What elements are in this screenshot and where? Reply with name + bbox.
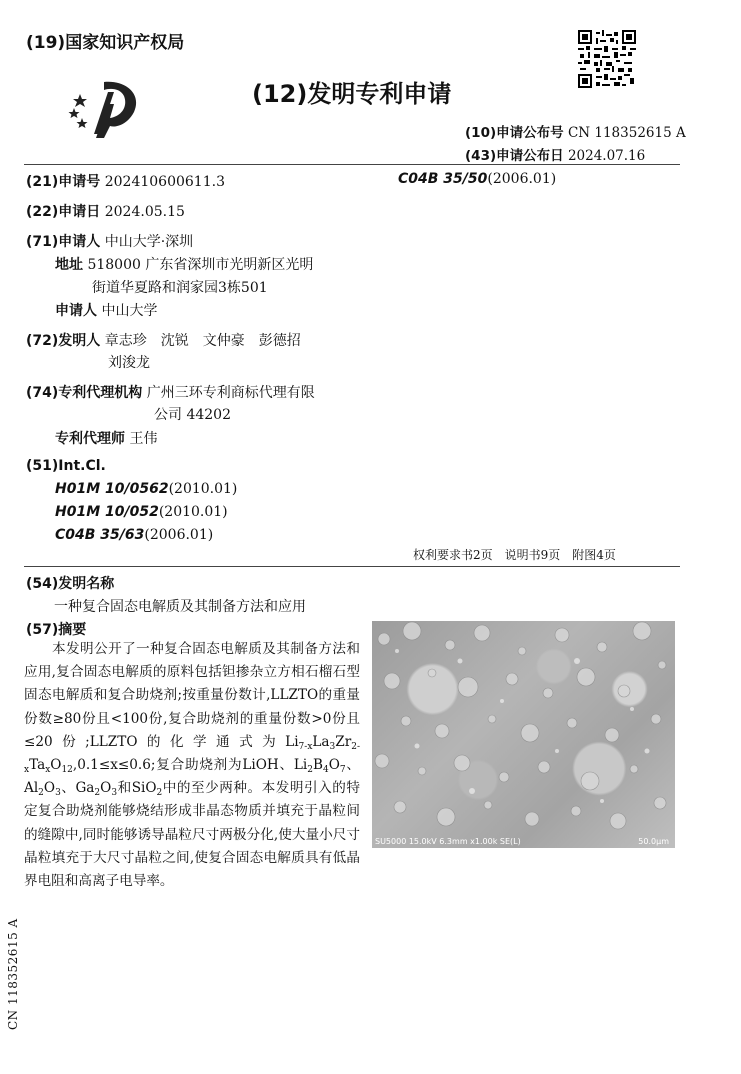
applicant-label: (71)申请人 bbox=[26, 234, 101, 250]
agency-label: (74)专利代理机构 bbox=[26, 385, 143, 401]
inventor-label: (72)发明人 bbox=[26, 333, 101, 349]
pub-number-label: (10)申请公布号 bbox=[465, 125, 564, 141]
pub-number: CN 118352615 A bbox=[567, 125, 686, 141]
applicant2-line bbox=[55, 300, 157, 320]
agent: 王伟 bbox=[129, 431, 158, 447]
applicant2: 中山大学 bbox=[101, 303, 158, 319]
app-date: 2024.05.15 bbox=[104, 204, 185, 220]
side-pub-number: CN 118352615 A bbox=[6, 918, 20, 1030]
office-name: (19)国家知识产权局 bbox=[26, 33, 185, 53]
cnipa-logo-icon bbox=[64, 74, 146, 140]
address-line-1: 518000 广东省深圳市光明新区光明 bbox=[87, 257, 314, 273]
app-date-line bbox=[26, 201, 185, 221]
intcl-code: H01M 10/052 bbox=[55, 504, 159, 520]
agency-2: 公司 44202 bbox=[154, 407, 231, 423]
header-divider bbox=[24, 164, 680, 165]
abstract-label: (57)摘要 bbox=[26, 622, 87, 638]
ipc-right-code: C04B 35/50 bbox=[398, 171, 488, 187]
pub-date-line bbox=[465, 144, 645, 164]
app-number: 202410600611.3 bbox=[104, 174, 225, 190]
address-line bbox=[55, 254, 313, 274]
agency-line bbox=[26, 382, 315, 402]
app-date-label: (22)申请日 bbox=[26, 204, 101, 220]
section-divider bbox=[24, 566, 680, 567]
qr-code-icon bbox=[578, 30, 636, 88]
ipc-right-version: (2006.01) bbox=[487, 171, 557, 187]
intcl-item bbox=[55, 504, 228, 520]
intcl-version: (2010.01) bbox=[168, 481, 238, 497]
pages-summary: 权利要求书2页 说明书9页 附图4页 bbox=[413, 548, 616, 562]
intcl-code: H01M 10/0562 bbox=[55, 481, 169, 497]
title-label: (54)发明名称 bbox=[26, 576, 115, 592]
address-label: 地址 bbox=[55, 257, 83, 273]
pub-date: 2024.07.16 bbox=[567, 148, 646, 164]
agency-1: 广州三环专利商标代理有限 bbox=[146, 385, 315, 401]
intcl-label: (51)Int.Cl. bbox=[26, 458, 106, 474]
inventors-2: 刘浚龙 bbox=[108, 355, 150, 371]
applicant2-label: 申请人 bbox=[55, 303, 97, 319]
inventors-1: 章志珍 沈锐 文仲豪 彭德招 bbox=[104, 333, 301, 349]
intcl-version: (2010.01) bbox=[158, 504, 228, 520]
agent-line bbox=[55, 428, 157, 448]
sem-grain-texture bbox=[372, 621, 675, 837]
sem-caption: SU5000 15.0kV 6.3mm x1.00k SE(L) bbox=[375, 837, 521, 846]
sem-info-bar bbox=[372, 837, 675, 848]
intcl-item bbox=[55, 481, 237, 497]
agent-label: 专利代理师 bbox=[55, 431, 125, 447]
applicant-line bbox=[26, 231, 193, 251]
invention-title: 一种复合固态电解质及其制备方法和应用 bbox=[54, 599, 306, 615]
inventor-line bbox=[26, 330, 301, 350]
applicant: 中山大学·深圳 bbox=[104, 234, 194, 250]
pub-date-label: (43)申请公布日 bbox=[465, 148, 564, 164]
address-line-2: 街道华夏路和润家园3栋501 bbox=[92, 280, 268, 296]
intcl-code: C04B 35/63 bbox=[55, 527, 145, 543]
intcl-version: (2006.01) bbox=[144, 527, 214, 543]
pub-number-line bbox=[465, 121, 686, 141]
app-number-label: (21)申请号 bbox=[26, 174, 101, 190]
doc-type-title: (12)发明专利申请 bbox=[252, 80, 452, 108]
ipc-right-line bbox=[398, 171, 556, 187]
intcl-item bbox=[55, 527, 213, 543]
sem-micrograph bbox=[372, 621, 675, 848]
sem-scale-label: 50.0μm bbox=[638, 837, 669, 846]
abstract-text: 本发明公开了一种复合固态电解质及其制备方法和应用,复合固态电解质的原料包括钽掺杂立方相石榴石型固态电解质和复合助烧剂;按重量份数计,LLZTO的重量份数≥80份且<100份,复合助烧剂的重量份数>0份且≤20份;LLZTO的化学通式为$Li_{7-x}La_3Zr_{2-x}Ta_xO_{12},0.1\le x\le 0.6$;复合助烧剂为LiOH、$Li_2B_4O_7$、$Al_2O_3$、$Ga_2O_3$和SiO$_2$中的至少两种。本发明引入的特定复合助烧剂能够烧结形成非晶态物质并填充于晶粒间的缝隙中,同时能够诱导晶粒尺寸两极分化,使大量小尺寸晶粒填充于大尺寸晶粒之间,使复合固态电解质具有低晶界电阻和高离子电导率。 bbox=[24, 641, 360, 890]
app-number-line bbox=[26, 171, 225, 191]
